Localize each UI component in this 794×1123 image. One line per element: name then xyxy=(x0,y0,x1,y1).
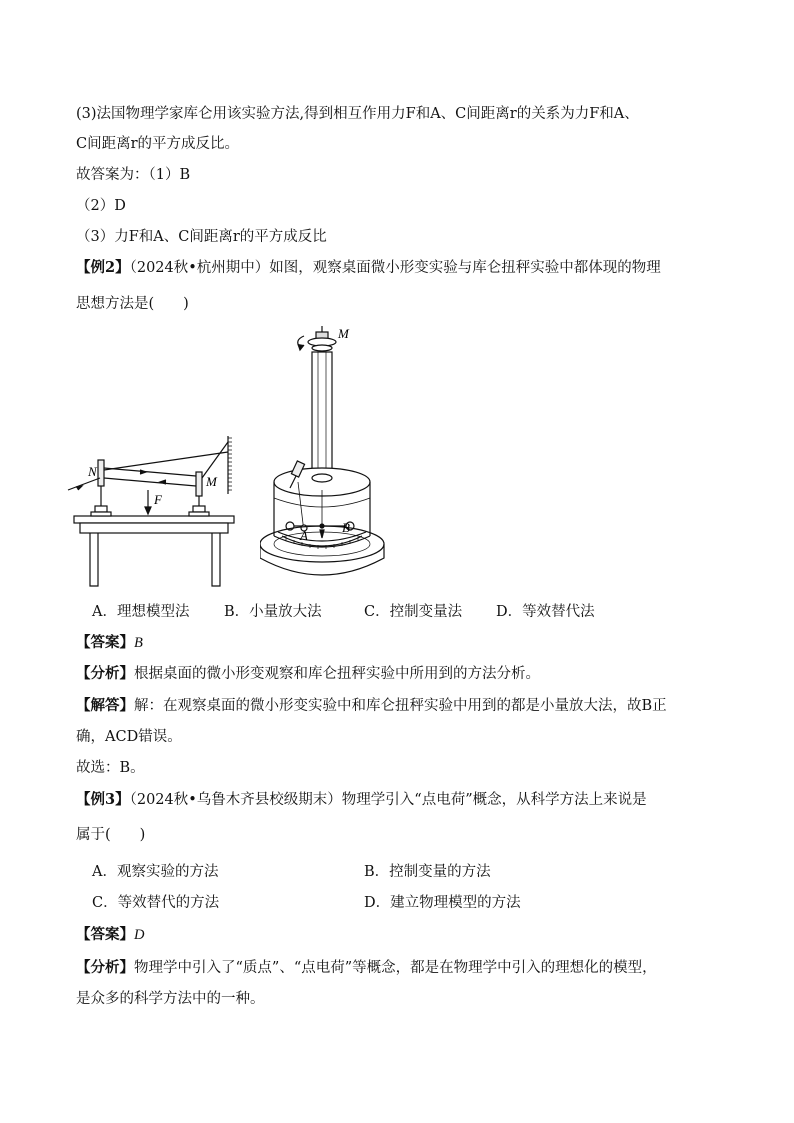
solution-line xyxy=(76,696,667,716)
question-text: （2024秋•乌鲁木齐县校级期末）物理学引入“点电荷”概念，从科学方法上来说是 xyxy=(129,792,647,808)
label-B: B xyxy=(342,520,350,535)
answer-line xyxy=(76,925,144,945)
analysis-line xyxy=(76,664,540,684)
torsion-balance-figure xyxy=(260,322,420,592)
analysis-tag: 【分析】 xyxy=(76,959,134,976)
option-b: B．控制变量的方法 xyxy=(364,864,491,880)
answer-intro: 故答案为：（1）B xyxy=(76,167,191,183)
answer-tag: 【答案】 xyxy=(76,926,134,943)
option-d: D．等效替代法 xyxy=(496,604,595,620)
example-3-stem xyxy=(76,790,647,810)
table-deformation-figure xyxy=(66,430,246,600)
answer-tag: 【答案】 xyxy=(76,634,134,651)
example-tag: 【例3】 xyxy=(76,791,130,808)
example-tag: 【例2】 xyxy=(76,259,130,276)
option-a: A．理想模型法 xyxy=(92,604,190,620)
solution-tag: 【解答】 xyxy=(76,697,134,714)
option-c: C．控制变量法 xyxy=(364,604,463,620)
question-text: 思想方法是( ) xyxy=(76,296,189,312)
analysis-text: 是众多的科学方法中的一种。 xyxy=(76,991,265,1007)
choose-line: 故选：B。 xyxy=(76,760,145,776)
answer-line: （3）力F和A、C间距离r的平方成反比 xyxy=(76,229,327,245)
label-M: M xyxy=(206,474,217,489)
solution-text: 解：在观察桌面的微小形变实验中和库仑扭秤实验中用到的都是小量放大法，故B正 xyxy=(134,698,667,714)
question-text: （2024秋•杭州期中）如图，观察桌面微小形变实验与库仑扭秤实验中都体现的物理 xyxy=(129,260,661,276)
answer-value: B xyxy=(134,635,143,651)
answer-line xyxy=(76,633,143,653)
analysis-line xyxy=(76,958,657,978)
analysis-text: 根据桌面的微小形变观察和库仑扭秤实验中所用到的方法分析。 xyxy=(134,666,540,682)
option-d: D．建立物理模型的方法 xyxy=(364,895,521,911)
option-c: C．等效替代的方法 xyxy=(92,895,220,911)
label-M: M xyxy=(338,326,349,341)
example-2-stem xyxy=(76,258,661,278)
label-A: A xyxy=(300,528,308,543)
solution-text: 确，ACD错误。 xyxy=(76,729,182,745)
analysis-text: 物理学中引入了“质点”、“点电荷”等概念，都是在物理学中引入的理想化的模型， xyxy=(134,960,657,976)
label-N: N xyxy=(88,464,97,479)
label-F: F xyxy=(154,492,162,507)
question-text: 属于( ) xyxy=(76,827,146,843)
answer-line: （2）D xyxy=(76,198,126,214)
text-line: C间距离r的平方成反比。 xyxy=(76,136,240,152)
option-b: B．小量放大法 xyxy=(224,604,322,620)
option-a: A．观察实验的方法 xyxy=(92,864,219,880)
answer-value: D xyxy=(134,927,145,943)
text-line: (3)法国物理学家库仑用该实验方法,得到相互作用力F和A、C间距离r的关系为力F和A、 xyxy=(76,106,639,122)
analysis-tag: 【分析】 xyxy=(76,665,134,682)
